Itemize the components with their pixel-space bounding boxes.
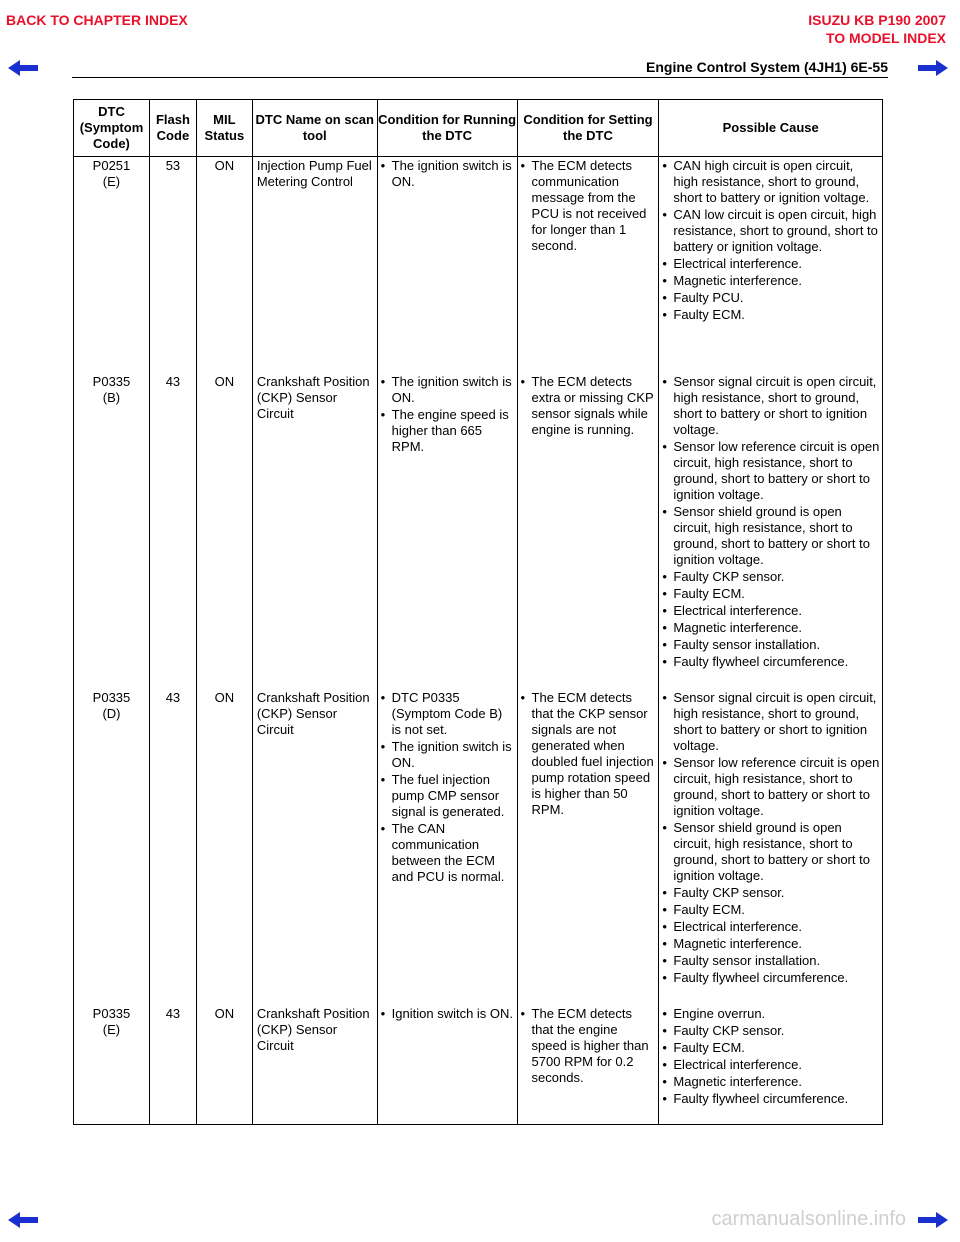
list-item: • Faulty CKP sensor. xyxy=(662,885,880,901)
setting-condition-cell-list xyxy=(518,1005,659,1086)
symptom-code: (D) xyxy=(102,705,121,721)
header-dtc-name: DTC Name on scan tool xyxy=(252,100,377,157)
setting-condition-cell xyxy=(517,157,659,373)
to-model-index-link[interactable]: TO MODEL INDEX xyxy=(825,30,946,46)
setting-condition-cell xyxy=(517,689,659,1005)
dtc-code: P0335 xyxy=(92,1005,131,1021)
mil-status-cell: ON xyxy=(196,1005,252,1125)
next-page-arrow-icon[interactable] xyxy=(918,60,948,76)
back-to-chapter-index-link[interactable]: BACK TO CHAPTER INDEX xyxy=(6,12,188,28)
list-item: • The ignition switch is ON. xyxy=(381,158,515,190)
setting-condition-cell-list xyxy=(518,157,659,254)
possible-cause-cell-list xyxy=(659,373,882,670)
header-rule xyxy=(72,77,888,78)
list-item: • The ignition switch is ON. xyxy=(381,374,515,406)
next-page-arrow-icon-bottom[interactable] xyxy=(918,1212,948,1228)
table-row xyxy=(74,373,883,689)
flash-code-cell: 53 xyxy=(149,157,196,373)
running-condition-cell xyxy=(377,373,517,689)
list-item: • Electrical interference. xyxy=(662,603,880,619)
list-item: • DTC P0335 (Symptom Code B) is not set. xyxy=(381,690,515,738)
list-item: • Sensor low reference circuit is open circuit, high resistance, short to ground, short to battery or short to ignition voltage. xyxy=(662,439,880,503)
header-setting-condition: Condition for Setting the DTC xyxy=(517,100,659,157)
possible-cause-cell-list xyxy=(659,689,882,986)
table-header-row xyxy=(74,100,883,157)
list-item: • Magnetic interference. xyxy=(662,273,880,289)
dtc-code-cell xyxy=(74,373,150,689)
list-item: • Faulty flywheel circumference. xyxy=(662,970,880,986)
dtc-code-cell xyxy=(74,689,150,1005)
possible-cause-cell-list xyxy=(659,1005,882,1107)
list-item: • Faulty flywheel circumference. xyxy=(662,654,880,670)
symptom-code: (B) xyxy=(102,389,121,405)
list-item: • The ignition switch is ON. xyxy=(381,739,515,771)
list-item: • Engine overrun. xyxy=(662,1006,880,1022)
list-item: • Electrical interference. xyxy=(662,256,880,272)
list-item: • Magnetic interference. xyxy=(662,936,880,952)
list-item: • Sensor shield ground is open circuit, high resistance, short to ground, short to battery or short to ignition voltage. xyxy=(662,820,880,884)
previous-page-arrow-icon[interactable] xyxy=(8,60,38,76)
possible-cause-cell xyxy=(659,689,883,1005)
table-row xyxy=(74,1005,883,1125)
header-dtc: DTC (Symptom Code) xyxy=(74,100,150,157)
flash-code-cell: 43 xyxy=(149,689,196,1005)
possible-cause-cell xyxy=(659,1005,883,1125)
running-condition-cell-list xyxy=(378,1005,517,1022)
list-item: • The fuel injection pump CMP sensor signal is generated. xyxy=(381,772,515,820)
table-row xyxy=(74,689,883,1005)
list-item: • The CAN communication between the ECM and PCU is normal. xyxy=(381,821,515,885)
flash-code-cell: 43 xyxy=(149,1005,196,1125)
list-item: • Faulty ECM. xyxy=(662,586,880,602)
mil-status-cell: ON xyxy=(196,373,252,689)
list-item: • Faulty PCU. xyxy=(662,290,880,306)
brand-title-link[interactable]: ISUZU KB P190 2007 xyxy=(808,12,946,28)
symptom-code: (E) xyxy=(102,174,121,189)
flash-code-cell: 43 xyxy=(149,373,196,689)
list-item: • Faulty CKP sensor. xyxy=(662,1023,880,1039)
list-item: • CAN high circuit is open circuit, high resistance, short to ground, short to battery or ignition voltage. xyxy=(662,158,880,206)
list-item: • Sensor low reference circuit is open circuit, high resistance, short to ground, short to battery or short to ignition voltage. xyxy=(662,755,880,819)
dtc-table xyxy=(73,99,883,1125)
setting-condition-cell-list xyxy=(518,373,659,438)
dtc-code-cell xyxy=(74,1005,150,1125)
running-condition-cell-list xyxy=(378,157,517,190)
list-item: • The ECM detects communication message from the PCU is not received for longer than 1 second. xyxy=(521,158,657,254)
list-item: • Faulty sensor installation. xyxy=(662,637,880,653)
symptom-code: (E) xyxy=(102,1021,121,1037)
running-condition-cell xyxy=(377,1005,517,1125)
list-item: • The ECM detects that the engine speed is higher than 5700 RPM for 0.2 seconds. xyxy=(521,1006,657,1086)
running-condition-cell xyxy=(377,689,517,1005)
dtc-code: P0335 xyxy=(92,689,131,705)
possible-cause-cell xyxy=(659,373,883,689)
mil-status-cell: ON xyxy=(196,157,252,373)
list-item: • The ECM detects extra or missing CKP sensor signals while engine is running. xyxy=(521,374,657,438)
header-mil-status: MIL Status xyxy=(196,100,252,157)
list-item: • Faulty ECM. xyxy=(662,902,880,918)
mil-status-cell: ON xyxy=(196,689,252,1005)
list-item: • Faulty CKP sensor. xyxy=(662,569,880,585)
page-header-title: Engine Control System (4JH1) 6E-55 xyxy=(646,59,888,75)
list-item: • CAN low circuit is open circuit, high resistance, short to ground, short to battery or ignition voltage. xyxy=(662,207,880,255)
dtc-name-cell: Injection Pump Fuel Metering Control xyxy=(252,157,377,373)
list-item: • The ECM detects that the CKP sensor signals are not generated when doubled fuel injection pump rotation speed is higher than 50 RPM. xyxy=(521,690,657,818)
list-item: • Faulty ECM. xyxy=(662,1040,880,1056)
list-item: • Faulty flywheel circumference. xyxy=(662,1091,880,1107)
previous-page-arrow-icon-bottom[interactable] xyxy=(8,1212,38,1228)
setting-condition-cell-list xyxy=(518,689,659,818)
running-condition-cell-list xyxy=(378,689,517,885)
dtc-code-cell xyxy=(74,157,150,373)
footer-watermark: carmanualsonline.info xyxy=(711,1208,906,1230)
list-item: • Magnetic interference. xyxy=(662,1074,880,1090)
list-item: • Faulty ECM. xyxy=(662,307,880,323)
table-row xyxy=(74,157,883,373)
dtc-name-cell: Crankshaft Position (CKP) Sensor Circuit xyxy=(252,689,377,1005)
dtc-name-cell: Crankshaft Position (CKP) Sensor Circuit xyxy=(252,373,377,689)
setting-condition-cell xyxy=(517,1005,659,1125)
header-running-condition: Condition for Running the DTC xyxy=(377,100,517,157)
list-item: • The engine speed is higher than 665 RPM. xyxy=(381,407,515,455)
possible-cause-cell-list xyxy=(659,157,882,323)
setting-condition-cell xyxy=(517,373,659,689)
header-flash-code: Flash Code xyxy=(149,100,196,157)
running-condition-cell-list xyxy=(378,373,517,455)
dtc-code: P0335 xyxy=(92,373,131,389)
list-item: • Sensor shield ground is open circuit, high resistance, short to ground, short to battery or short to ignition voltage. xyxy=(662,504,880,568)
possible-cause-cell xyxy=(659,157,883,373)
list-item: • Electrical interference. xyxy=(662,919,880,935)
dtc-code: P0251 xyxy=(92,158,131,173)
dtc-name-cell: Crankshaft Position (CKP) Sensor Circuit xyxy=(252,1005,377,1125)
list-item: • Faulty sensor installation. xyxy=(662,953,880,969)
running-condition-cell xyxy=(377,157,517,373)
list-item: • Magnetic interference. xyxy=(662,620,880,636)
list-item: • Sensor signal circuit is open circuit, high resistance, short to ground, short to battery or short to ignition voltage. xyxy=(662,690,880,754)
list-item: • Sensor signal circuit is open circuit, high resistance, short to ground, short to battery or short to ignition voltage. xyxy=(662,374,880,438)
header-possible-cause: Possible Cause xyxy=(659,100,883,157)
list-item: • Electrical interference. xyxy=(662,1057,880,1073)
list-item: • Ignition switch is ON. xyxy=(381,1006,515,1022)
